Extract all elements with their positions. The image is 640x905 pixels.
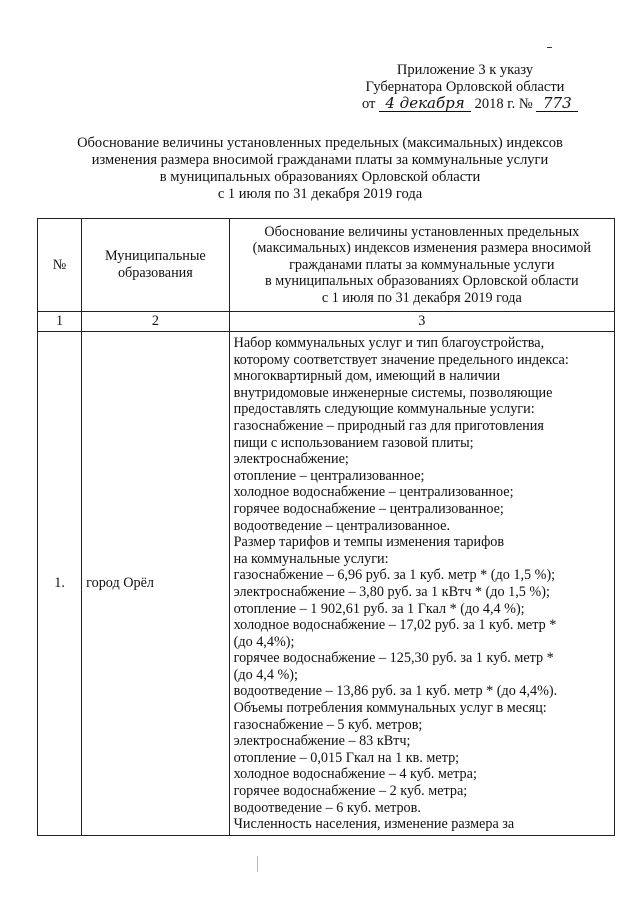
scan-speck (257, 856, 258, 872)
title-line: изменения размера вносимой гражданами платы за коммунальные услуги (91, 152, 549, 168)
title-line: Обоснование величины установленных предельных (максимальных) индексов (77, 135, 563, 151)
text-line: электроснабжение – 3,80 руб. за 1 кВтч * (до 1,5 %); (233, 583, 550, 600)
row-municipality: город Орёл (82, 332, 229, 836)
text-line: водоотведение – 6 куб. метров. (233, 799, 421, 816)
text-line: горячее водоснабжение – централизованное; (233, 500, 504, 517)
text-line: электроснабжение – 83 кВтч; (233, 733, 411, 750)
text-line: многоквартирный дом, имеющий в наличии (233, 368, 501, 385)
table-header-row (38, 219, 615, 312)
header-number: № (38, 219, 82, 312)
text-line: отопление – 1 902,61 руб. за 1 Гкал * (до 4,4 %); (233, 600, 525, 617)
appendix-line-2: Губернатора Орловской области (365, 79, 565, 95)
text-line: (до 4,4 %); (233, 666, 298, 683)
text-line: холодное водоснабжение – 17,02 руб. за 1 куб. метр * (233, 617, 557, 634)
text-line: отопление – централизованное; (233, 467, 425, 484)
text-line: газоснабжение – 6,96 руб. за 1 куб. метр * (до 1,5 %); (233, 567, 556, 584)
column-number-1: 1 (38, 312, 82, 332)
handwritten-number: 773 (536, 96, 578, 112)
text-line: горячее водоснабжение – 2 куб. метра; (233, 783, 468, 800)
scan-speck (547, 47, 552, 48)
text-line: (до 4,4%); (233, 633, 295, 650)
text-line: пищи с использованием газовой плиты; (233, 434, 474, 451)
column-numbering-row (38, 312, 615, 332)
header-line: гражданами платы за коммунальные услуги (289, 256, 555, 273)
text-line: предоставлять следующие коммунальные услуги: (233, 401, 535, 418)
header-line: (максимальных) индексов изменения размера вносимой (252, 240, 591, 257)
text-line: водоотведение – 13,86 руб. за 1 куб. метр * (до 4,4%). (233, 683, 558, 700)
text-line: внутридомовые инженерные системы, позволяющие (233, 384, 553, 401)
text-line: электроснабжение; (233, 451, 349, 468)
text-line: на коммунальные услуги: (233, 550, 389, 567)
row-number: 1. (38, 332, 82, 836)
text-line: холодное водоснабжение – централизованное; (233, 484, 514, 501)
text-line: Объемы потребления коммунальных услуг в месяц: (233, 700, 547, 717)
table-row (38, 332, 615, 836)
text-line: которому соответствует значение предельного индекса: (233, 351, 569, 368)
appendix-line-3 (360, 96, 570, 113)
appendix-line-1: Приложение 3 к указу (396, 62, 534, 78)
text-line: холодное водоснабжение – 4 куб. метра; (233, 766, 477, 783)
text-line: газоснабжение – природный газ для приготовления (233, 417, 544, 434)
title-line: в муниципальных образованиях Орловской области (159, 169, 481, 185)
text-line: газоснабжение – 5 куб. метров; (233, 716, 423, 733)
appendix-year: 2018 г. № (474, 96, 533, 112)
header-line: Обоснование величины установленных предельных (264, 223, 580, 240)
text-line: водоотведение – централизованное. (233, 517, 451, 534)
text-line: Набор коммунальных услуг и тип благоустройства, (233, 335, 545, 351)
document-title (40, 135, 600, 203)
justification-table (37, 218, 615, 836)
column-number-3: 3 (229, 312, 614, 332)
column-number-2: 2 (82, 312, 229, 332)
header-municipality: Муниципальные образования (82, 219, 229, 312)
text-line: отопление – 0,015 Гкал на 1 кв. метр; (233, 749, 460, 766)
text-line: горячее водоснабжение – 125,30 руб. за 1 куб. метр * (233, 650, 554, 667)
header-line: с 1 июля по 31 декабря 2019 года (321, 289, 522, 306)
header-line: в муниципальных образованиях Орловской области (265, 273, 579, 290)
title-line: с 1 июля по 31 декабря 2019 года (217, 186, 423, 202)
handwritten-date: 4 декабря (379, 96, 471, 112)
appendix-from: от (362, 96, 376, 112)
row-justification-text (229, 332, 614, 836)
text-line: Численность населения, изменение размера за (233, 816, 515, 833)
text-line: Размер тарифов и темпы изменения тарифов (233, 534, 505, 551)
appendix-header (360, 62, 570, 113)
header-justification (229, 219, 614, 312)
